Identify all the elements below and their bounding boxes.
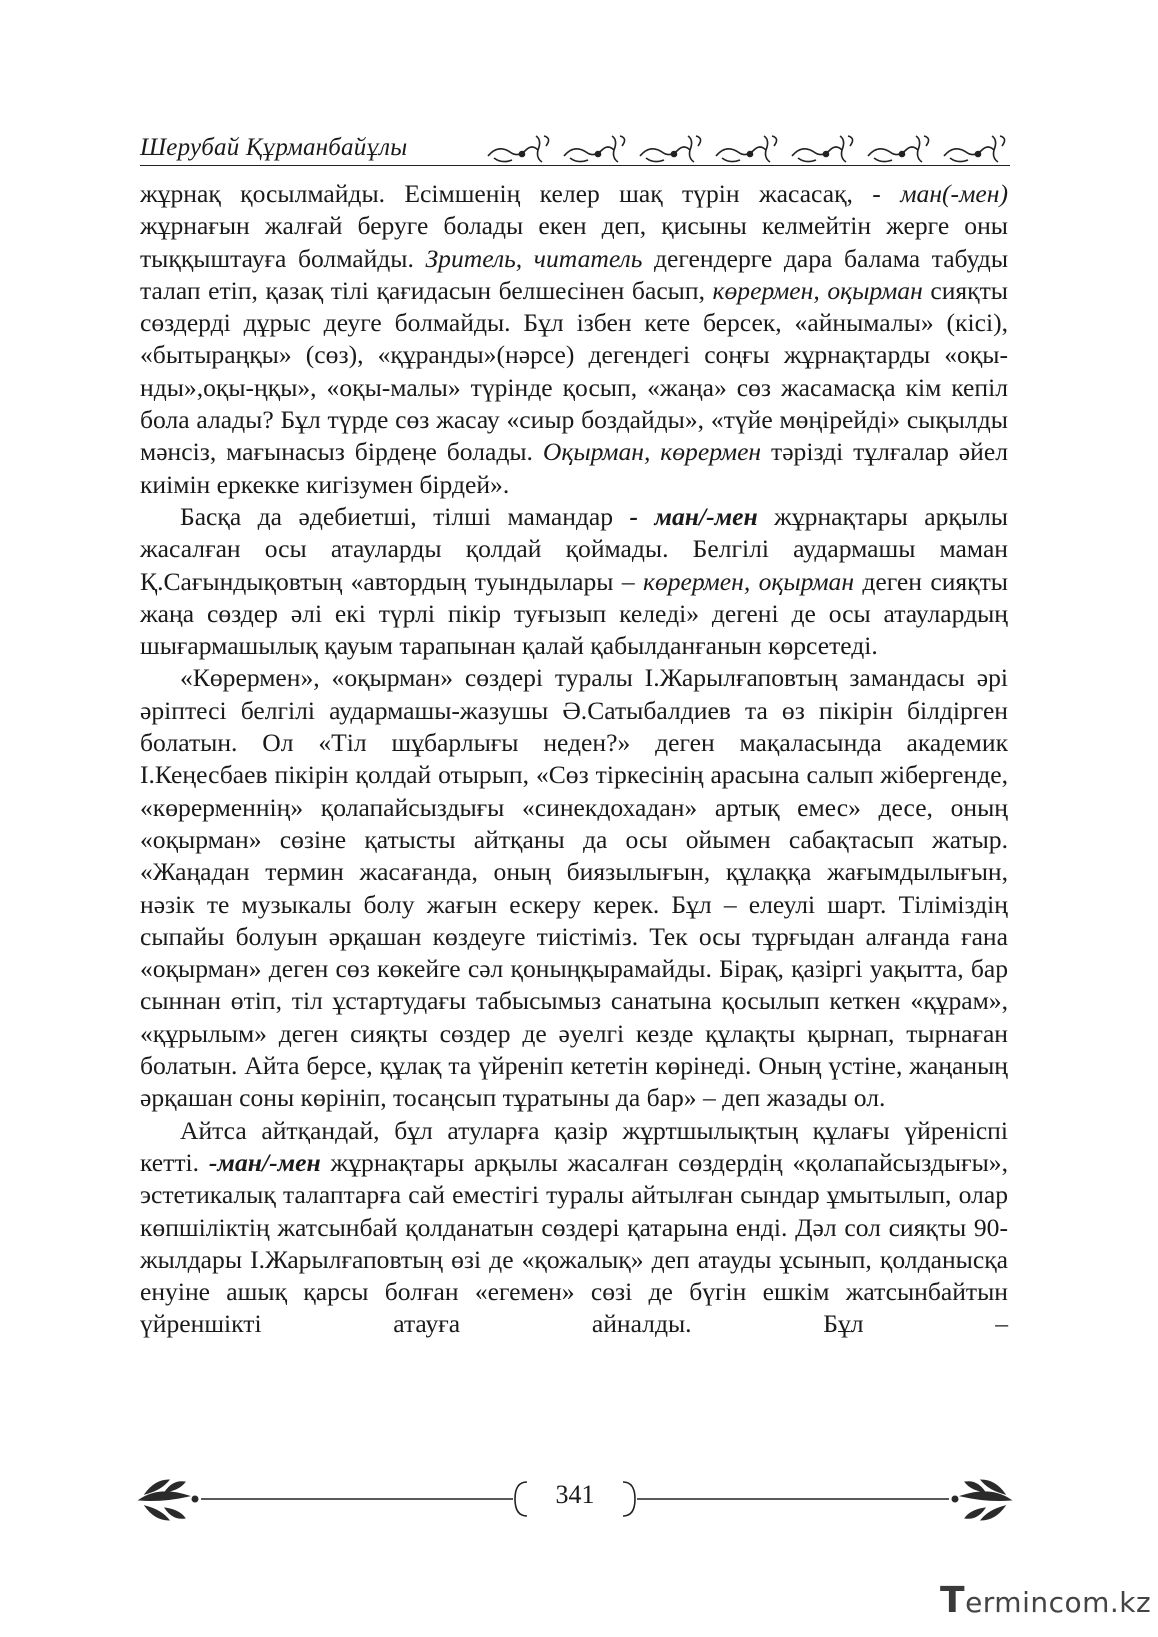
body-text [140,178,1008,1341]
text-run: дегендерге дара балама табуды талап етіп, қазақ тілі қағидасын белшесінен басып, [140,243,1009,305]
paragraph [140,662,1008,1114]
bold-italic-term: -ман/-мен [208,1147,321,1177]
page-header [140,128,1010,172]
italic-term: көрермен, оқырман [712,275,923,305]
italic-term: көрермен, оқырман [642,566,855,596]
text-run: жұрнақтары арқылы жасалған осы атауларды қолдай қоймады. Белгілі аудармашы маман Қ.Сағындықовтың «автордың туындылары – [140,501,1008,596]
italic-term: Зритель, читатель [425,243,643,273]
text-run: жұрнақтары арқылы жасалған сөздердің «қолапайсыздығы», эстетикалық талаптарға сай еместігі туралы айтылған сындар ұмытылып, олар көпшіліктің жатсынбай қолданатын сөздері қатарына енді. Дәл сол сияқты 90-жылдары І.Жарылғаповтың өзі де «қожалық» деп атауды ұсынып, қолданысқа енуіне ашық қарсы болған «егемен» сөзі де бүгін ешкім жатсынбайтын үйреншікті атауға айналды. Бұл – [140,1147,1008,1339]
text-run: деген сияқты жаңа сөздер әлі екі түрлі пікір туғызып келеді» дегені де осы атаулардың шығармашылық қауым тарапынан қалай қабылданғанын көрсетеді. [140,566,1008,661]
running-head-author: Шерубай Құрманбайұлы [140,134,408,161]
italic-term: - ман(-мен) [872,179,1008,208]
watermark-text: ermincom.kz [965,1586,1152,1619]
page-number: 341 [555,1480,595,1509]
page-footer [135,1472,1015,1528]
text-run: Басқа да әдебиетші, тілші мамандар [180,501,630,531]
text-run: сияқты сөздерді дұрыс деуге болмайды. Бұл ізбен кете берсек, «айнымалы» (кісі), «бытыраңқы» (сөз), «құранды»(нәрсе) дегендегі соңғы жұрнақтарды «оқы-нды»,оқы-ңқы», «оқы-малы» түрінде қосып, «жаңа» сөз жасамасқа кім кепіл бола алады? Бұл түрде сөз жасау «сиыр боздайды», «түйе мөңірейді» сықылды мәнсіз, мағынасыз бірдеңе болады. [140,275,1008,467]
text-run: жұрнақ қосылмайды. Есімшенің келер шақ түрін жасасақ, [140,179,873,208]
text-run: «Көрермен», «оқырман» сөздері туралы І.Жарылғаповтың замандасы әрі әріптесі белгілі аудармашы-жазушы Ә.Сатыбалдиев та өз пікірін білдірген болатын. Ол «Тіл шұбарлығы неден?» деген мақаласында академик І.Кеңесбаев пікірін қолдай отырып, «Сөз тіркесінің арасына салып жібергенде, «көрерменнің» қолапайсыздығы «синекдохадан» артық емес» десе, оның «оқырман» сөзіне қатысты айтқаны да осы ойымен сабақтасып жатыр. «Жаңадан термин жасағанда, оның биязылығын, құлаққа жағымдылығын, нәзік те музыкалы болу жағын ескеру керек. Бұл – елеулі шарт. Тіліміздің сыпайы болуын әрқашан көздеуге тиістіміз. Тек осы тұрғыдан алғанда ғана «оқырман» деген сөз көкейге сәл қоныңқырамайды. Бірақ, қазіргі уақытта, бар сыннан өтіп, тіл ұстартудағы табысымыз санатына қосылып кеткен «құрам», «құрылым» деген сияқты сөздер де әуелгі кезде құлақты қырнап, тырнаған болатын. Айта берсе, құлақ та үйреніп кететін көрінеді. Оның үстіне, жаңаның әрқашан соны көрініп, тосаңсып тұратыны да бар» – деп жазады ол. [140,663,1008,1113]
bold-italic-term: - ман/-мен [629,501,758,531]
text-run: жұрнағын жалғай беруге болады екен деп, қисыны келмейтін жерге оны тыққыштауға болмайды. [140,211,1008,273]
paragraph [140,501,1008,662]
watermark-initial: T [940,1580,966,1621]
paragraph [140,178,1008,501]
text-run: Айтса айтқандай, бұл атуларға қазір жұртшылықтың құлағы үйреніспі кетті. [140,1115,1008,1177]
text-run: тәрізді тұлғалар әйел киімін еркекке кигізумен бірдей». [140,437,1008,499]
italic-term: Оқырман, көрермен [542,437,762,467]
paragraph [140,1115,1008,1341]
header-rule [140,165,1010,166]
header-ornament [482,132,1012,168]
site-watermark [940,1580,1152,1621]
